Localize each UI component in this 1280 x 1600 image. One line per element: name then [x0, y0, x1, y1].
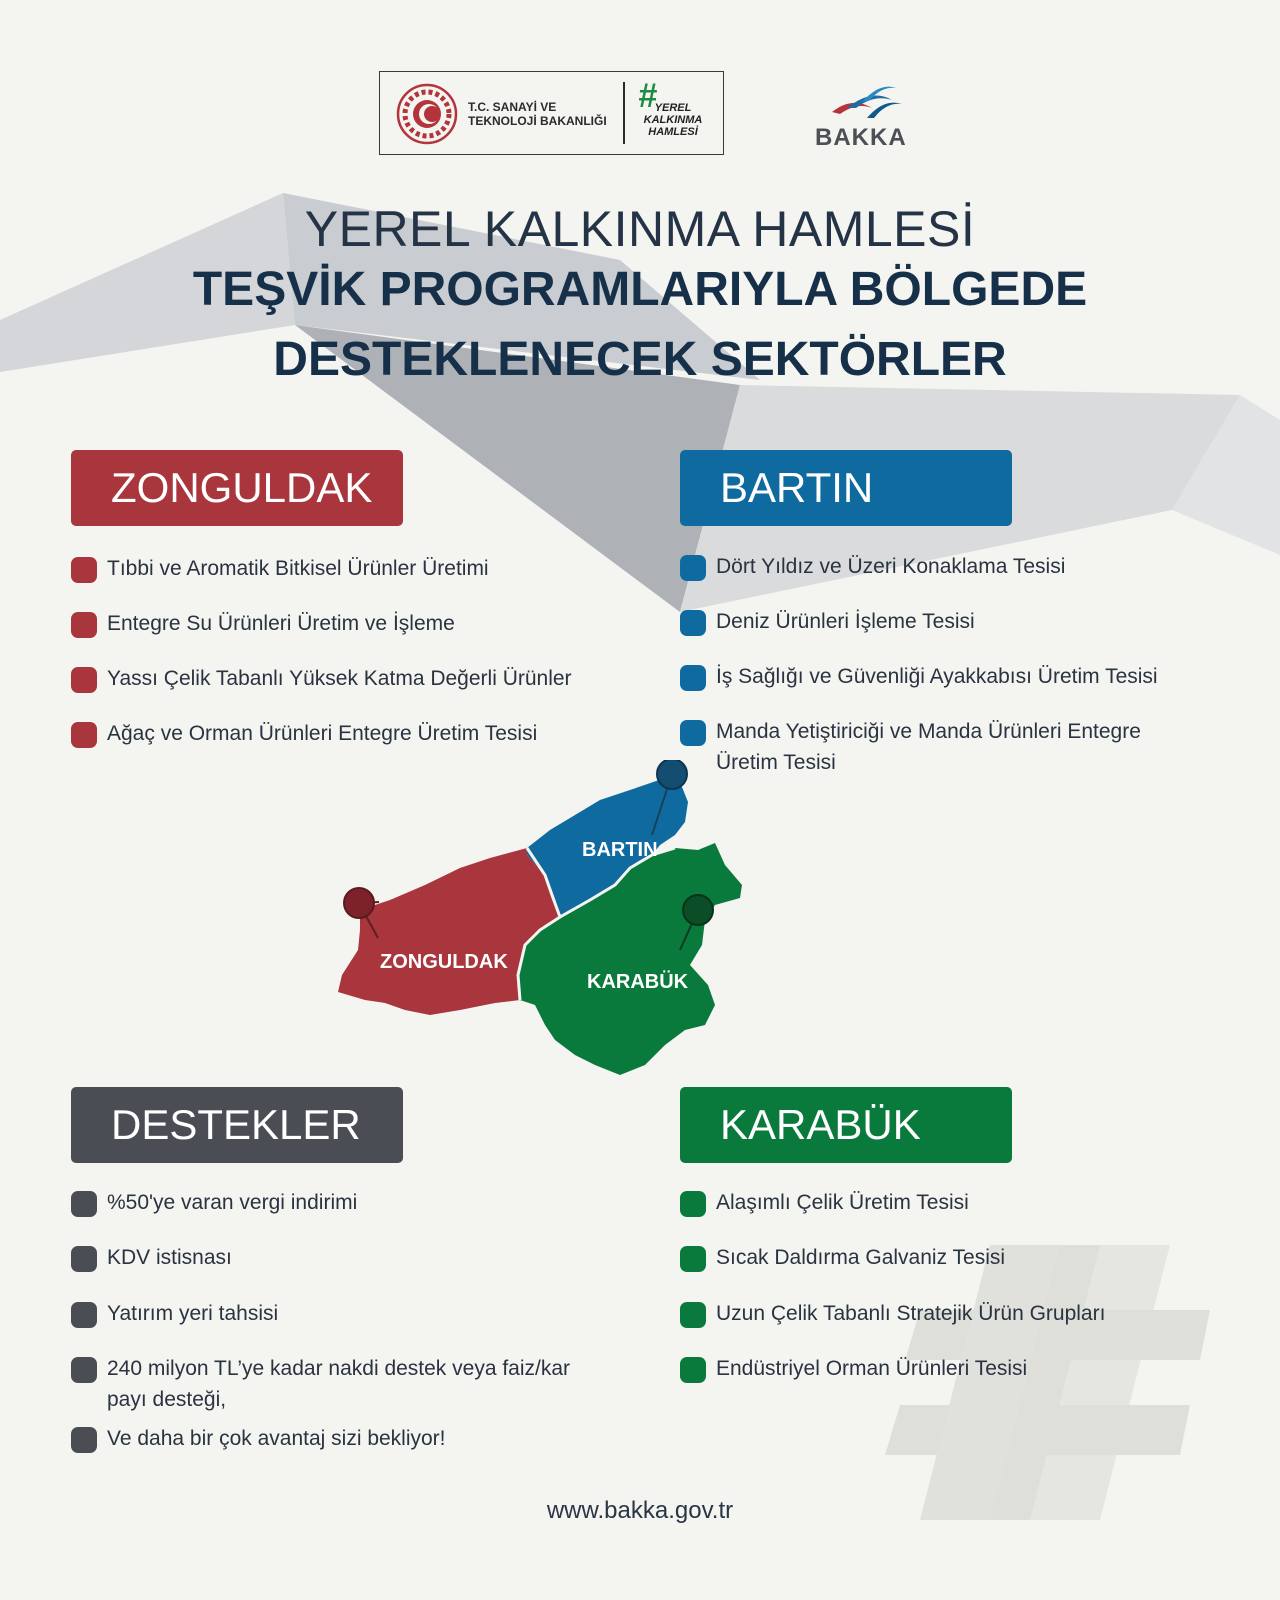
- bullet-icon: [680, 1191, 706, 1217]
- ministry-logo-box: [379, 71, 724, 155]
- list-item: %50'ye varan vergi indirimi: [71, 1187, 647, 1218]
- bullet-icon: [71, 1427, 97, 1453]
- bullet-icon: [680, 720, 706, 746]
- bullet-icon: [71, 722, 97, 748]
- bullet-icon: [71, 1246, 97, 1272]
- bullet-icon: [71, 557, 97, 583]
- page-title-line1: YEREL KALKINMA HAMLESİ: [304, 201, 976, 257]
- page-title-line2: TEŞVİK PROGRAMLARIYLA BÖLGEDE: [192, 263, 1088, 316]
- destekler-header: DESTEKLER: [71, 1087, 403, 1163]
- bullet-icon: [680, 610, 706, 636]
- list-item: 240 milyon TL’ye kadar nakdi destek veya faiz/kar payı desteği,: [71, 1353, 577, 1415]
- bullet-icon: [71, 667, 97, 693]
- list-item: KDV istisnası: [71, 1242, 647, 1273]
- bullet-icon: [680, 665, 706, 691]
- bullet-icon: [71, 1357, 97, 1383]
- list-item: Dört Yıldız ve Üzeri Konaklama Tesisi: [680, 551, 1256, 582]
- bullet-icon: [680, 1302, 706, 1328]
- list-item: Yatırım yeri tahsisi: [71, 1298, 647, 1329]
- region-map: [330, 760, 790, 1100]
- logo-divider: [623, 82, 625, 144]
- bullet-icon: [680, 1246, 706, 1272]
- agency-name: BAKKA: [815, 124, 907, 151]
- bullet-icon: [71, 1302, 97, 1328]
- karabuk-pin-icon: [683, 895, 713, 925]
- list-item: Yassı Çelik Tabanlı Yüksek Katma Değerli Ürünler: [71, 663, 647, 694]
- bartin-header: BARTIN: [680, 450, 1012, 526]
- list-item: Ağaç ve Orman Ürünleri Entegre Üretim Tesisi: [71, 718, 647, 749]
- list-item: Tıbbi ve Aromatik Bitkisel Ürünler Üretimi: [71, 553, 647, 584]
- list-item: Manda Yetiştiriciği ve Manda Ürünleri Entegre Üretim Tesisi: [680, 716, 1196, 778]
- map-label-bartin: BARTIN: [582, 839, 658, 861]
- ministry-name: T.C. SANAYİ VE TEKNOLOJİ BAKANLIĞI: [468, 100, 607, 128]
- list-item: Alaşımlı Çelik Üretim Tesisi: [680, 1187, 1256, 1218]
- list-item: Ve daha bir çok avantaj sizi bekliyor!: [71, 1423, 647, 1454]
- map-label-karabuk: KARABÜK: [587, 971, 689, 993]
- ministry-emblem-icon: [396, 83, 458, 145]
- list-item: Uzun Çelik Tabanlı Stratejik Ürün Grupları: [680, 1298, 1256, 1329]
- list-item: Deniz Ürünleri İşleme Tesisi: [680, 606, 1256, 637]
- list-item: Sıcak Daldırma Galvaniz Tesisi: [680, 1242, 1256, 1273]
- bullet-icon: [71, 1191, 97, 1217]
- footer-website-link[interactable]: www.bakka.gov.tr: [546, 1497, 734, 1524]
- zonguldak-pin-icon: [344, 888, 374, 918]
- bullet-icon: [71, 612, 97, 638]
- bartin-pin-icon: [657, 760, 687, 789]
- zonguldak-header: ZONGULDAK: [71, 450, 403, 526]
- karabuk-header: KARABÜK: [680, 1087, 1012, 1163]
- campaign-logo-text: YEREL KALKINMA HAMLESİ: [643, 102, 703, 138]
- list-item: Entegre Su Ürünleri Üretim ve İşleme: [71, 608, 647, 639]
- bullet-icon: [680, 1357, 706, 1383]
- bullet-icon: [680, 555, 706, 581]
- list-item: Endüstriyel Orman Ürünleri Tesisi: [680, 1353, 1256, 1384]
- list-item: İş Sağlığı ve Güvenliği Ayakkabısı Üretim Tesisi: [680, 661, 1256, 692]
- page-title-line3: DESTEKLENECEK SEKTÖRLER: [273, 333, 1007, 386]
- map-label-zonguldak: ZONGULDAK: [380, 951, 508, 973]
- hash-icon: #: [638, 77, 657, 115]
